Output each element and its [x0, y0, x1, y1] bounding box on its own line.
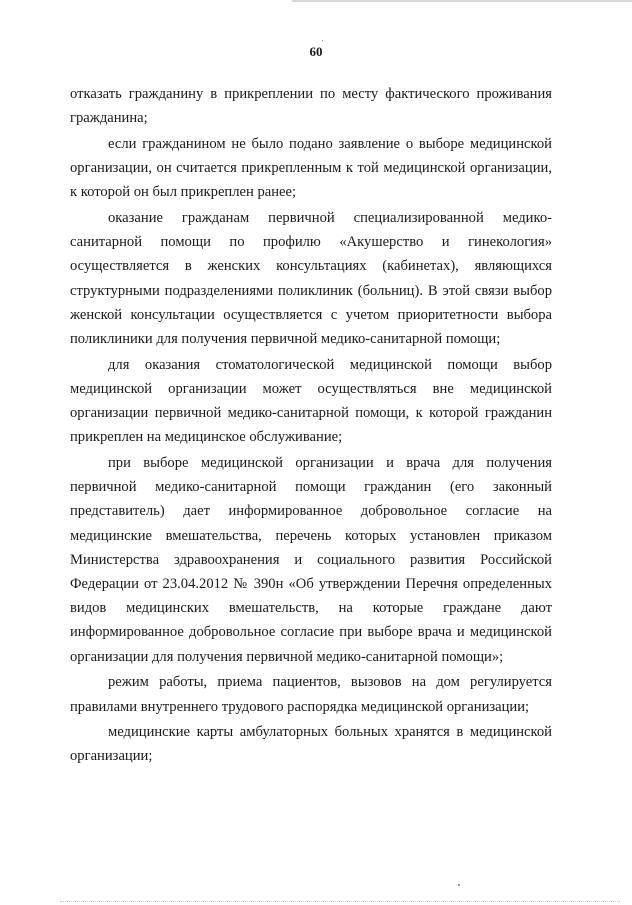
page-number: 60	[309, 44, 323, 59]
paragraph-informed-consent: при выборе медицинской организации и врача для получения первичной медико-санитарной помощи гражданин (его законный представитель) дает информированное добровольное согласие на медицинские вмешательства, перечень которых установлен приказом Министерства здравоохранения и социального развития Российской Федерации от 23.04.2012 № 390н «Об утверждении Перечня определенных видов медицинских вмешательств, на которые граждане дают информированное добровольное согласие при выборе врача и медицинской организации для получения первичной медико-санитарной помощи»;	[70, 455, 552, 665]
document-body	[70, 82, 552, 770]
paragraph-medical-records: медицинские карты амбулаторных больных хранятся в медицинской организации;	[70, 724, 552, 765]
scan-edge-bottom	[60, 901, 620, 903]
paragraph-obstetrics-gynecology: оказание гражданам первичной специализированной медико-санитарной помощи по профилю «Акушерство и гинекология» осуществляется в женских консультациях (кабинетах), являющихся структурными подразделениями поликлиник (больниц). В этой связи выбор женской консультации осуществляется с учетом приоритетности выбора поликлиники для получения первичной медико-санитарной помощи;	[70, 210, 552, 348]
scan-speck	[322, 40, 323, 41]
paragraph-dental-care: для оказания стоматологической медицинской помощи выбор медицинской организации может осуществляться вне медицинской организации первичной медико-санитарной помощи, к которой гражданин прикреплен на медицинское обслуживание;	[70, 356, 552, 446]
scan-speck	[458, 884, 460, 886]
paragraph-no-application: если гражданином не было подано заявление о выборе медицинской организации, он считается прикрепленным к той медицинской организации, к которой он был прикреплен ранее;	[70, 135, 552, 201]
scan-edge-top	[292, 0, 632, 2]
paragraph-refusal-continuation: отказать гражданину в прикреплении по месту фактического проживания гражданина;	[70, 86, 552, 127]
paragraph-work-schedule: режим работы, приема пациентов, вызовов на дом регулируется правилами внутреннего трудового распорядка медицинской организации;	[70, 674, 552, 715]
